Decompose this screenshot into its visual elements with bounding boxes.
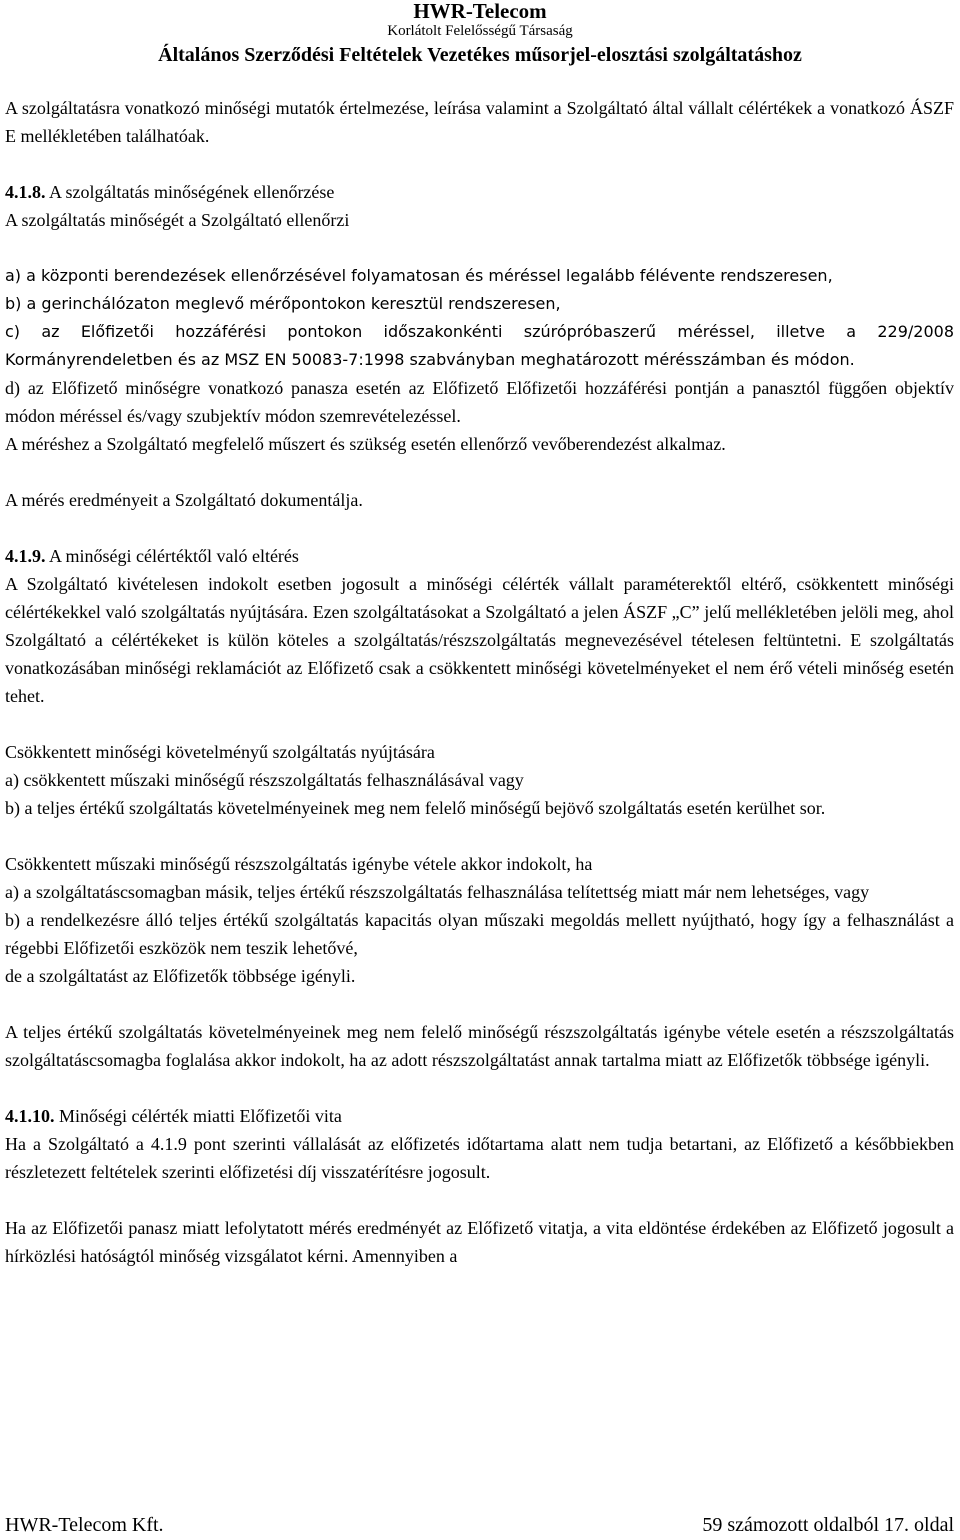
subservice-item-c: de a szolgáltatást az Előfizetők többsége igényli. <box>5 966 356 986</box>
section-number: 4.1.8. <box>5 182 46 202</box>
company-type: Korlátolt Felelősségű Társaság <box>387 23 573 39</box>
subservice-heading: Csökkentett műszaki minőségű részszolgáltatás igénybe vétele akkor indokolt, ha <box>5 854 593 874</box>
section-4-1-9-body: A Szolgáltató kivételesen indokolt esetben jogosult a minőségi célérték vállalt paraméterektől eltérő, csökkentett minőségi célértékekkel való szolgáltatás nyújtására. Ezen szolgáltatásokat a Szolgáltató a jelen ÁSZF „C” jelű mellékletében jelöli meg, ahol Szolgáltató a célértékeket is külön köteles a szolgáltatás/részszolgáltatás megnevezésével tételesen feltüntetni. E szolgáltatás vonatkozásában minőségi reklamációt az Előfizető csak a csökkentett minőségi követelményeket el nem érő vételi minőség esetén tehet. <box>5 574 954 706</box>
section-title: Minőségi célérték miatti Előfizetői vita <box>54 1106 342 1126</box>
footer-company: HWR-Telecom Kft. <box>5 1514 164 1536</box>
reduced-quality-item-a: a) csökkentett műszaki minőségű részszolgáltatás felhasználásával vagy <box>5 770 524 790</box>
subservice-item-b: b) a rendelkezésre álló teljes értékű szolgáltatás kapacitás olyan műszaki megoldás mellett nyújtható, hogy így a felhasználást a régebbi Előfizetői eszközök nem teszik lehetővé, <box>5 910 954 958</box>
subservice-item-a: a) a szolgáltatáscsomagban másik, teljes értékű részszolgáltatás felhasználása telítettség miatt már nem lehetséges, vagy <box>5 882 870 902</box>
list-item-b: b) a gerinchálózaton meglevő mérőpontokon keresztül rendszeresen, <box>5 294 561 313</box>
section-4-1-8-intro: A szolgáltatás minőségét a Szolgáltató ellenőrzi <box>5 210 350 230</box>
paragraph-documentation: A mérés eredményeit a Szolgáltató dokumentálja. <box>5 490 363 510</box>
reduced-quality-heading: Csökkentett minőségi követelményű szolgáltatás nyújtására <box>5 742 435 762</box>
section-4-1-10-body: Ha a Szolgáltató a 4.1.9 pont szerinti vállalását az előfizetés időtartama alatt nem tudja betartani, az Előfizető a későbbiekben részletezett feltételek szerinti előfizetési díj visszatérítésre jogosult. <box>5 1134 954 1182</box>
section-4-1-9-heading <box>5 542 954 570</box>
section-number: 4.1.10. <box>5 1106 55 1126</box>
list-item-d: d) az Előfizető minőségre vonatkozó panasza esetén az Előfizető Előfizetői hozzáférési pontján a panasztól függően objektív módon méréssel és/vagy szubjektív módon szemrevételezéssel. <box>5 378 954 426</box>
document-body <box>5 94 954 1270</box>
list-item-c: c) az Előfizetői hozzáférési pontokon időszakonkénti szúrópróbaszerű méréssel, illetve a 229/2008 Kormányrendeletben és az MSZ EN 50083-7:1998 szabványban meghatározott mérésszámban és módon. <box>5 322 954 369</box>
paragraph-quality-indicators: A szolgáltatásra vonatkozó minőségi mutatók értelmezése, leírása valamint a Szolgáltató által vállalt célértékek a vonatkozó ÁSZF E mellékletében találhatóak. <box>5 98 954 146</box>
paragraph-full-value-service: A teljes értékű szolgáltatás követelményeinek meg nem felelő minőségű részszolgáltatás igénybe vétele esetén a részszolgáltatás szolgáltatáscsomagba foglalása akkor indokolt, ha az adott részszolgáltatást annak tartalma miatt az Előfizetők többsége igényli. <box>5 1022 954 1070</box>
reduced-quality-item-b: b) a teljes értékű szolgáltatás követelményeinek meg nem felelő minőségű bejövő szolgáltatás esetén kerülhet sor. <box>5 798 826 818</box>
section-number: 4.1.9. <box>5 546 46 566</box>
section-title: A minőségi célértéktől való eltérés <box>45 546 299 566</box>
page-header <box>0 0 960 68</box>
document-title: Általános Szerződési Feltételek Vezetékes műsorjel-elosztási szolgáltatáshoz <box>158 44 802 66</box>
section-title: A szolgáltatás minőségének ellenőrzése <box>45 182 335 202</box>
paragraph-measurement-instruments: A méréshez a Szolgáltató megfelelő műszert és szükség esetén ellenőrző vevőberendezést alkalmaz. <box>5 434 726 454</box>
section-4-1-10-heading <box>5 1102 954 1130</box>
paragraph-dispute: Ha az Előfizetői panasz miatt lefolytatott mérés eredményét az Előfizető vitatja, a vita eldöntése érdekében az Előfizető jogosult a hírközlési hatóságtól minőség vizsgálatot kérni. Amennyiben a <box>5 1218 954 1266</box>
section-4-1-8-heading <box>5 178 954 206</box>
footer-page-number: 59 számozott oldalból 17. oldal <box>702 1514 954 1536</box>
list-item-a: a) a központi berendezések ellenőrzésével folyamatosan és méréssel legalább félévente rendszeresen, <box>5 266 833 285</box>
company-name: HWR-Telecom <box>413 0 547 23</box>
